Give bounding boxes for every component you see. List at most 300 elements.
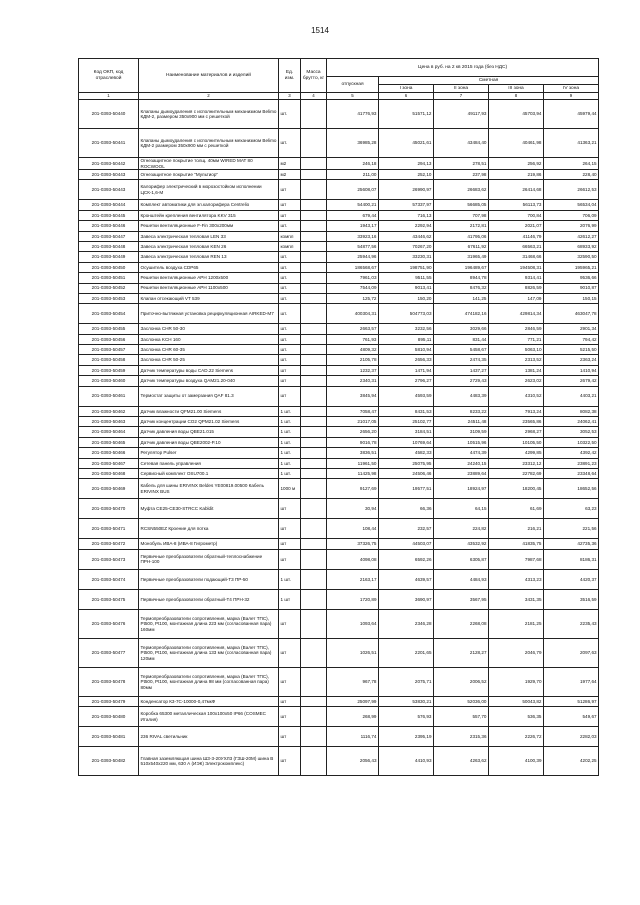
zone-3-price: 256,92 xyxy=(489,158,544,170)
zone-3-price: 45703,94 xyxy=(489,100,544,129)
zone-2-price: 224,82 xyxy=(434,519,489,539)
unit-cell: 1 шт. xyxy=(279,448,301,458)
column-index: 3 xyxy=(279,93,301,100)
zone-1-price: 294,13 xyxy=(379,158,434,170)
mass-cell xyxy=(301,406,327,416)
unit-cell: м2 xyxy=(279,170,301,180)
material-code: 201-0393-50464 xyxy=(79,427,139,437)
material-name: Термопреобразователи сопротивления, марка (Валет ТПС), Pt500, Pt100, монтажная длина 133 мм (согласованная пара) 120мм xyxy=(139,638,279,667)
header-release-price: отпускная xyxy=(327,77,379,93)
table-row xyxy=(79,539,599,549)
zone-1-price: 2292,94 xyxy=(379,221,434,231)
zone-4-price: 9010,87 xyxy=(544,283,599,293)
zone-2-price: 707,98 xyxy=(434,210,489,220)
zone-4-price: 56534,04 xyxy=(544,200,599,210)
material-code: 201-0393-50475 xyxy=(79,589,139,609)
zone-2-price: 49117,93 xyxy=(434,100,489,129)
zone-1-price: 9511,55 xyxy=(379,273,434,283)
material-code: 201-0393-50476 xyxy=(79,609,139,638)
zone-3-price: 4299,85 xyxy=(489,448,544,458)
release-price: 37326,75 xyxy=(327,539,379,549)
zone-1-price: 8431,53 xyxy=(379,406,434,416)
release-price: 2340,31 xyxy=(327,376,379,386)
release-price: 2656,20 xyxy=(327,427,379,437)
mass-cell xyxy=(301,499,327,519)
header-zone-2: II зона xyxy=(434,85,489,93)
mass-cell xyxy=(301,200,327,210)
zone-2-price: 4484,93 xyxy=(434,569,489,589)
mass-cell xyxy=(301,345,327,355)
unit-cell: шт. xyxy=(279,100,301,129)
zone-2-price: 2315,36 xyxy=(434,727,489,747)
release-price: 11425,98 xyxy=(327,468,379,478)
zone-3-price: 429814,34 xyxy=(489,304,544,324)
unit-cell: шт. xyxy=(279,221,301,231)
header-zone-1: I зона xyxy=(379,85,434,93)
zone-3-price: 216,21 xyxy=(489,519,544,539)
material-name: Монобуль ИВА-8 (ИВА-8 Гигрометр) xyxy=(139,539,279,549)
table-row xyxy=(79,170,599,180)
zone-3-price: 4100,39 xyxy=(489,747,544,776)
zone-4-price: 264,15 xyxy=(544,158,599,170)
zone-2-price: 3567,95 xyxy=(434,589,489,609)
zone-3-price: 31468,66 xyxy=(489,252,544,262)
column-index: 8 xyxy=(489,93,544,100)
release-price: 2105,78 xyxy=(327,355,379,365)
table-row xyxy=(79,468,599,478)
zone-1-price: 232,57 xyxy=(379,519,434,539)
zone-2-price: 3109,59 xyxy=(434,427,489,437)
zone-1-price: 44503,07 xyxy=(379,539,434,549)
unit-cell: шт xyxy=(279,539,301,549)
zone-2-price: 2474,35 xyxy=(434,355,489,365)
zone-4-price: 68933,92 xyxy=(544,241,599,251)
zone-2-price: 10515,96 xyxy=(434,437,489,447)
zone-1-price: 25102,77 xyxy=(379,417,434,427)
table-row xyxy=(79,667,599,696)
zone-2-price: 8476,32 xyxy=(434,283,489,293)
material-name: Решетки вентиляционные F-Fin 300х200мм xyxy=(139,221,279,231)
zone-3-price: 66563,21 xyxy=(489,241,544,251)
zone-2-price: 67611,92 xyxy=(434,241,489,251)
material-code: 201-0393-50456 xyxy=(79,334,139,344)
mass-cell xyxy=(301,468,327,478)
mass-cell xyxy=(301,210,327,220)
zone-4-price: 24062,41 xyxy=(544,417,599,427)
table-row xyxy=(79,304,599,324)
zone-4-price: 221,56 xyxy=(544,519,599,539)
zone-4-price: 18652,56 xyxy=(544,479,599,499)
material-name: Датчик давления воды QBE2002-P.10 xyxy=(139,437,279,447)
page-number: 1514 xyxy=(311,26,329,35)
zone-3-price: 2846,59 xyxy=(489,324,544,334)
zone-3-price: 3431,35 xyxy=(489,589,544,609)
zone-3-price: 18200,45 xyxy=(489,479,544,499)
release-price: 21017,05 xyxy=(327,417,379,427)
material-code: 201-0393-50477 xyxy=(79,638,139,667)
mass-cell xyxy=(301,458,327,468)
material-code: 201-0393-50460 xyxy=(79,376,139,386)
material-code: 201-0393-50465 xyxy=(79,437,139,447)
unit-cell: шт xyxy=(279,376,301,386)
mass-cell xyxy=(301,437,327,447)
material-code: 201-0393-50469 xyxy=(79,479,139,499)
zone-1-price: 252,10 xyxy=(379,170,434,180)
zone-2-price: 24511,48 xyxy=(434,417,489,427)
column-index: 6 xyxy=(379,93,434,100)
mass-cell xyxy=(301,589,327,609)
material-name: Датчик температуры воздуха QAM21.20-040 xyxy=(139,376,279,386)
zone-1-price: 19577,51 xyxy=(379,479,434,499)
release-price: 54877,56 xyxy=(327,241,379,251)
zone-3-price: 5063,10 xyxy=(489,345,544,355)
material-name: Завеса электрическая тепловая LEN 33 xyxy=(139,231,279,241)
material-code: 201-0393-50480 xyxy=(79,707,139,727)
zone-2-price: 43484,40 xyxy=(434,129,489,158)
zone-1-price: 2075,71 xyxy=(379,667,434,696)
zone-4-price: 45979,44 xyxy=(544,100,599,129)
unit-cell: шт. xyxy=(279,345,301,355)
material-code: 201-0393-50453 xyxy=(79,293,139,303)
zone-2-price: 196489,67 xyxy=(434,262,489,272)
release-price: 679,44 xyxy=(327,210,379,220)
zone-1-price: 45021,61 xyxy=(379,129,434,158)
mass-cell xyxy=(301,334,327,344)
header-zone-4: IV зона xyxy=(544,85,599,93)
material-code: 201-0393-50472 xyxy=(79,539,139,549)
material-name: Кабель для шины ERIVINX Beldes YE00819.00500 Кабель ERIVINX BUS xyxy=(139,479,279,499)
material-code: 201-0393-50474 xyxy=(79,569,139,589)
mass-cell xyxy=(301,170,327,180)
material-code: 201-0393-50444 xyxy=(79,200,139,210)
zone-2-price: 2006,52 xyxy=(434,667,489,696)
material-name: 236 RIVAL светильник xyxy=(139,727,279,747)
material-name: Комплект автоматики для эл.калорифера Centrelio xyxy=(139,200,279,210)
table-row xyxy=(79,365,599,375)
table-row xyxy=(79,324,599,334)
table-row xyxy=(79,345,599,355)
zone-3-price: 40461,98 xyxy=(489,129,544,158)
material-code: 201-0393-50458 xyxy=(79,355,139,365)
unit-cell: шт xyxy=(279,747,301,776)
zone-4-price: 1410,94 xyxy=(544,365,599,375)
release-price: 7544,09 xyxy=(327,283,379,293)
header-estimate: Сметная xyxy=(379,77,599,85)
zone-4-price: 463047,78 xyxy=(544,304,599,324)
zone-3-price: 61,69 xyxy=(489,499,544,519)
unit-cell: шт. xyxy=(279,252,301,262)
zone-4-price: 2901,34 xyxy=(544,324,599,334)
material-name: Клапан отсекающий VT 539 xyxy=(139,293,279,303)
unit-cell: шт. xyxy=(279,129,301,158)
zone-1-price: 26990,97 xyxy=(379,180,434,200)
table-row xyxy=(79,386,599,406)
material-code: 201-0393-50468 xyxy=(79,468,139,478)
material-name: Регулятор Pulser xyxy=(139,448,279,458)
zone-1-price: 4639,57 xyxy=(379,569,434,589)
release-price: 33923,16 xyxy=(327,231,379,241)
material-code: 201-0393-50457 xyxy=(79,345,139,355)
material-name: Клапаны дымоудаления с исполнительным механизмом Belimo КДМ-2 размером 350х900 мм с решеткой xyxy=(139,129,279,158)
zone-3-price: 23565,86 xyxy=(489,417,544,427)
zone-1-price: 2201,65 xyxy=(379,638,434,667)
table-row xyxy=(79,221,599,231)
column-index-row xyxy=(79,93,599,100)
material-name: Осушитель воздуха CDP65 xyxy=(139,262,279,272)
release-price: 9127,69 xyxy=(327,479,379,499)
unit-cell: шт xyxy=(279,210,301,220)
material-name: Первичные преобразователи подающий-Т3 ПР-50 xyxy=(139,569,279,589)
zone-3-price: 4313,23 xyxy=(489,569,544,589)
zone-4-price: 706,09 xyxy=(544,210,599,220)
zone-2-price: 4474,39 xyxy=(434,448,489,458)
mass-cell xyxy=(301,273,327,283)
material-code: 201-0393-50450 xyxy=(79,262,139,272)
mass-cell xyxy=(301,609,327,638)
material-name: Приточно-вытяжная установка рециркуляционная AIRKED-M7 xyxy=(139,304,279,324)
unit-cell: шт xyxy=(279,707,301,727)
unit-cell: шт xyxy=(279,519,301,539)
zone-2-price: 6305,87 xyxy=(434,549,489,569)
mass-cell xyxy=(301,304,327,324)
zone-1-price: 53830,21 xyxy=(379,696,434,706)
unit-cell: шт xyxy=(279,696,301,706)
zone-1-price: 2796,27 xyxy=(379,376,434,386)
table-row xyxy=(79,200,599,210)
price-table xyxy=(78,58,599,776)
zone-4-price: 23891,23 xyxy=(544,458,599,468)
mass-cell xyxy=(301,355,327,365)
zone-1-price: 33230,31 xyxy=(379,252,434,262)
zone-3-price: 41146,79 xyxy=(489,231,544,241)
unit-cell: шт xyxy=(279,638,301,667)
zone-1-price: 716,13 xyxy=(379,210,434,220)
zone-1-price: 70267,20 xyxy=(379,241,434,251)
release-price: 2663,57 xyxy=(327,324,379,334)
unit-cell: шт. xyxy=(279,304,301,324)
material-code: 201-0393-50479 xyxy=(79,696,139,706)
material-code: 201-0393-50443 xyxy=(79,170,139,180)
table-row xyxy=(79,479,599,499)
table-row xyxy=(79,499,599,519)
mass-cell xyxy=(301,747,327,776)
header-price-group: Цена в руб. на 2 кв 2015 года (без НДС) xyxy=(327,59,599,77)
mass-cell xyxy=(301,158,327,170)
zone-1-price: 24506,46 xyxy=(379,468,434,478)
zone-1-price: 1471,94 xyxy=(379,365,434,375)
zone-2-price: 3029,66 xyxy=(434,324,489,334)
release-price: 3836,51 xyxy=(327,448,379,458)
zone-3-price: 536,35 xyxy=(489,707,544,727)
zone-3-price: 2226,72 xyxy=(489,727,544,747)
material-name: Датчик концентрации CO2 QPM21.02 Siemens xyxy=(139,417,279,427)
column-index: 5 xyxy=(327,93,379,100)
mass-cell xyxy=(301,221,327,231)
material-name: Заслонка KCH 160 xyxy=(139,334,279,344)
unit-cell: шт xyxy=(279,365,301,375)
zone-2-price: 278,51 xyxy=(434,158,489,170)
table-row xyxy=(79,355,599,365)
zone-4-price: 9536,66 xyxy=(544,273,599,283)
release-price: 1026,51 xyxy=(327,638,379,667)
table-row xyxy=(79,696,599,706)
zone-3-price: 4310,52 xyxy=(489,386,544,406)
zone-2-price: 8233,22 xyxy=(434,406,489,416)
table-row xyxy=(79,180,599,200)
unit-cell: 1 шт. xyxy=(279,427,301,437)
release-price: 7961,03 xyxy=(327,273,379,283)
mass-cell xyxy=(301,262,327,272)
mass-cell xyxy=(301,427,327,437)
material-name: Решетки вентиляционные АРН 1100х500 xyxy=(139,283,279,293)
zone-4-price: 23348,64 xyxy=(544,468,599,478)
release-price: 1943,17 xyxy=(327,221,379,231)
zone-4-price: 63,23 xyxy=(544,499,599,519)
zone-4-price: 4420,37 xyxy=(544,569,599,589)
material-code: 201-0393-50470 xyxy=(79,499,139,519)
zone-4-price: 228,40 xyxy=(544,170,599,180)
unit-cell: 1 шт. xyxy=(279,569,301,589)
release-price: 1720,89 xyxy=(327,589,379,609)
material-name: Датчик влажности QFM21.00 Siemens xyxy=(139,406,279,416)
material-code: 201-0393-50473 xyxy=(79,549,139,569)
release-price: 211,00 xyxy=(327,170,379,180)
mass-cell xyxy=(301,100,327,129)
zone-4-price: 26612,53 xyxy=(544,180,599,200)
release-price: 25097,99 xyxy=(327,696,379,706)
column-index: 9 xyxy=(544,93,599,100)
zone-3-price: 2021,07 xyxy=(489,221,544,231)
zone-3-price: 23312,12 xyxy=(489,458,544,468)
table-row xyxy=(79,262,599,272)
zone-2-price: 31965,49 xyxy=(434,252,489,262)
table-row xyxy=(79,283,599,293)
zone-1-price: 576,93 xyxy=(379,707,434,727)
mass-cell xyxy=(301,448,327,458)
release-price: 108,44 xyxy=(327,519,379,539)
column-index: 2 xyxy=(139,93,279,100)
release-price: 41776,93 xyxy=(327,100,379,129)
column-index: 7 xyxy=(434,93,489,100)
release-price: 761,93 xyxy=(327,334,379,344)
material-code: 201-0393-50441 xyxy=(79,129,139,158)
zone-4-price: 2235,43 xyxy=(544,609,599,638)
release-price: 1093,64 xyxy=(327,609,379,638)
zone-3-price: 41835,75 xyxy=(489,539,544,549)
unit-cell: шт xyxy=(279,609,301,638)
zone-1-price: 504773,03 xyxy=(379,304,434,324)
material-name: Заслонка CHR 60-35 xyxy=(139,345,279,355)
zone-2-price: 2172,81 xyxy=(434,221,489,231)
zone-2-price: 8944,78 xyxy=(434,273,489,283)
material-code: 201-0393-50461 xyxy=(79,386,139,406)
table-row xyxy=(79,519,599,539)
unit-cell: шт xyxy=(279,200,301,210)
table-row xyxy=(79,589,599,609)
material-name: Термопреобразователи сопротивления, марка (Валет ТПС), Pt500, Pt100, монтажная длина 98 мм (согласованная пара) 80мм xyxy=(139,667,279,696)
zone-2-price: 18924,97 xyxy=(434,479,489,499)
zone-3-price: 147,09 xyxy=(489,293,544,303)
zone-2-price: 4263,62 xyxy=(434,747,489,776)
zone-4-price: 3516,59 xyxy=(544,589,599,609)
mass-cell xyxy=(301,376,327,386)
zone-3-price: 7987,68 xyxy=(489,549,544,569)
release-price: 1232,37 xyxy=(327,365,379,375)
release-price: 2056,43 xyxy=(327,747,379,776)
material-name: Датчик температуры воды CAD.22 Siemens xyxy=(139,365,279,375)
release-price: 400304,31 xyxy=(327,304,379,324)
mass-cell xyxy=(301,252,327,262)
table-row xyxy=(79,549,599,569)
table-row xyxy=(79,609,599,638)
mass-cell xyxy=(301,549,327,569)
zone-4-price: 2097,63 xyxy=(544,638,599,667)
zone-2-price: 26683,62 xyxy=(434,180,489,200)
zone-2-price: 557,70 xyxy=(434,707,489,727)
release-price: 3845,94 xyxy=(327,386,379,406)
table-row xyxy=(79,376,599,386)
table-row xyxy=(79,293,599,303)
zone-1-price: 2346,28 xyxy=(379,609,434,638)
unit-cell: шт xyxy=(279,499,301,519)
material-name: Конденсатор К3-7С-10000-0,47мкФ xyxy=(139,696,279,706)
material-code: 201-0393-50443 xyxy=(79,180,139,200)
mass-cell xyxy=(301,241,327,251)
zone-4-price: 8186,31 xyxy=(544,549,599,569)
zone-1-price: 4593,59 xyxy=(379,386,434,406)
zone-3-price: 9314,41 xyxy=(489,273,544,283)
material-code: 201-0393-50454 xyxy=(79,304,139,324)
release-price: 1116,74 xyxy=(327,727,379,747)
material-name: Огнезащитное покрытие "Мультиор" xyxy=(139,170,279,180)
zone-3-price: 2313,52 xyxy=(489,355,544,365)
zone-1-price: 57337,97 xyxy=(379,200,434,210)
zone-4-price: 42735,36 xyxy=(544,539,599,549)
column-index: 1 xyxy=(79,93,139,100)
release-price: 30,94 xyxy=(327,499,379,519)
zone-2-price: 2128,27 xyxy=(434,638,489,667)
zone-2-price: 4483,39 xyxy=(434,386,489,406)
release-price: 36985,28 xyxy=(327,129,379,158)
header-code: Код ОКП, код отраслевой xyxy=(79,59,139,93)
zone-1-price: 4410,93 xyxy=(379,747,434,776)
zone-3-price: 22782,69 xyxy=(489,468,544,478)
zone-4-price: 2076,99 xyxy=(544,221,599,231)
mass-cell xyxy=(301,324,327,334)
unit-cell: 1 шт. xyxy=(279,468,301,478)
table-row xyxy=(79,707,599,727)
release-price: 9016,78 xyxy=(327,437,379,447)
zone-2-price: 1437,27 xyxy=(434,365,489,375)
mass-cell xyxy=(301,539,327,549)
mass-cell xyxy=(301,283,327,293)
zone-2-price: 2268,08 xyxy=(434,609,489,638)
header-name: Наименование материалов и изделий xyxy=(139,59,279,93)
release-price: 25944,96 xyxy=(327,252,379,262)
mass-cell xyxy=(301,417,327,427)
mass-cell xyxy=(301,519,327,539)
mass-cell xyxy=(301,231,327,241)
material-code: 201-0393-50440 xyxy=(79,100,139,129)
zone-3-price: 8826,59 xyxy=(489,283,544,293)
zone-3-price: 10105,50 xyxy=(489,437,544,447)
unit-cell: 1 шт xyxy=(279,589,301,609)
zone-3-price: 26414,68 xyxy=(489,180,544,200)
table-row xyxy=(79,273,599,283)
zone-4-price: 2679,42 xyxy=(544,376,599,386)
zone-2-price: 24240,15 xyxy=(434,458,489,468)
material-name: Заслонка CHR 50-30 xyxy=(139,324,279,334)
